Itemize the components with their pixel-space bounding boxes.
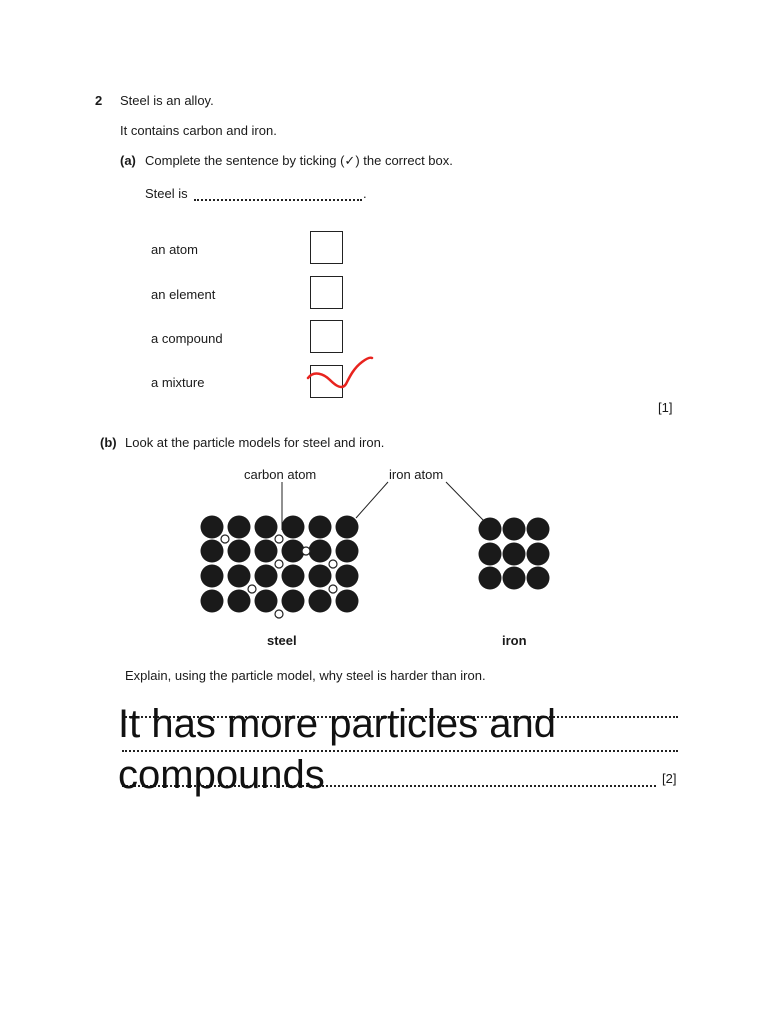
iron-atom — [479, 518, 502, 541]
iron-atom — [309, 565, 332, 588]
iron-atom — [228, 565, 251, 588]
iron-atom — [282, 540, 305, 563]
iron-atom — [201, 565, 224, 588]
iron-atom — [336, 565, 359, 588]
iron-atom — [282, 565, 305, 588]
steel-particle-model — [201, 516, 359, 619]
steel-caption: steel — [267, 633, 297, 648]
carbon-atom — [275, 560, 283, 568]
iron-atom — [255, 540, 278, 563]
handwritten-answer-line-1: It has more particles and — [118, 702, 556, 746]
iron-atom — [527, 567, 550, 590]
iron-atom — [479, 543, 502, 566]
iron-particle-model — [479, 518, 550, 590]
iron-atom — [309, 516, 332, 539]
question-number: 2 — [95, 93, 103, 108]
iron-atom — [527, 518, 550, 541]
handwritten-answer-line-2: compounds — [118, 753, 325, 797]
question-intro: Steel is an alloy. — [120, 93, 214, 108]
iron-leader-line-steel — [356, 482, 388, 518]
iron-atom — [201, 590, 224, 613]
option-label-mixture: a mixture — [151, 375, 205, 390]
iron-atom — [309, 540, 332, 563]
iron-atom — [255, 516, 278, 539]
iron-atom — [336, 540, 359, 563]
part-b-mark: [2] — [662, 771, 677, 786]
part-b-instruction: Look at the particle models for steel and iron. — [125, 435, 385, 450]
iron-atom — [228, 590, 251, 613]
iron-atom — [309, 590, 332, 613]
iron-atom — [228, 516, 251, 539]
carbon-atom — [329, 560, 337, 568]
answer-line-2 — [122, 750, 678, 752]
iron-leader-line-iron — [446, 482, 485, 522]
sentence-start: Steel is — [145, 186, 188, 201]
iron-atom — [336, 590, 359, 613]
iron-atom — [201, 516, 224, 539]
iron-atom — [282, 516, 305, 539]
iron-atom — [228, 540, 251, 563]
iron-atom — [503, 543, 526, 566]
carbon-atom-label: carbon atom — [244, 467, 317, 482]
option-label-compound: a compound — [151, 331, 223, 346]
option-label-element: an element — [151, 287, 216, 302]
carbon-atom — [302, 547, 310, 555]
part-b-letter: (b) — [100, 435, 117, 450]
part-a-letter: (a) — [120, 153, 136, 168]
iron-atom — [503, 518, 526, 541]
iron-atom — [255, 590, 278, 613]
iron-caption: iron — [502, 633, 527, 648]
sentence-end: . — [363, 186, 367, 201]
iron-atom — [503, 567, 526, 590]
iron-atom — [255, 565, 278, 588]
carbon-atom — [329, 585, 337, 593]
iron-atom — [336, 516, 359, 539]
iron-atom-label: iron atom — [389, 467, 444, 482]
question-intro-2: It contains carbon and iron. — [120, 123, 277, 138]
part-b-question: Explain, using the particle model, why steel is harder than iron. — [125, 668, 486, 683]
carbon-atom — [275, 610, 283, 618]
iron-atom — [527, 543, 550, 566]
part-a-instruction: Complete the sentence by ticking (✓) the correct box. — [145, 153, 453, 168]
iron-atom — [479, 567, 502, 590]
iron-atom — [201, 540, 224, 563]
carbon-atom — [221, 535, 229, 543]
part-a-mark: [1] — [658, 400, 673, 415]
carbon-atom — [275, 535, 283, 543]
iron-atom — [282, 590, 305, 613]
carbon-atom — [248, 585, 256, 593]
option-label-atom: an atom — [151, 242, 198, 257]
